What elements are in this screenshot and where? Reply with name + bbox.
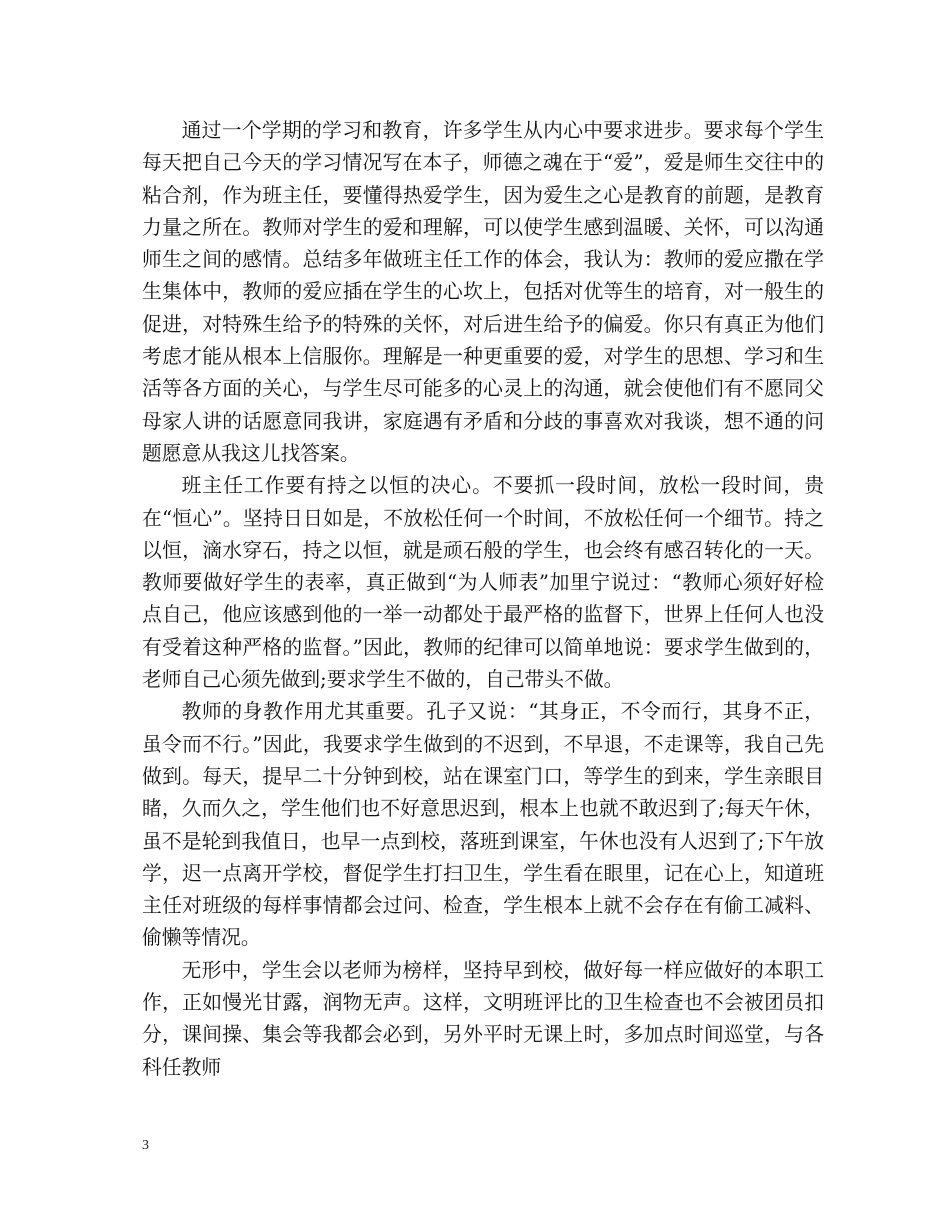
paragraph-1: 通过一个学期的学习和教育，许多学生从内心中要求进步。要求每个学生每天把自己今天的学习情况写在本子，师德之魂在于“爱”，爱是师生交往中的粘合剂，作为班主任，要懂得热爱学生，因为爱生之心是教育的前题，是教育力量之所在。教师对学生的爱和理解，可以使学生感到温暖、关怀，可以沟通师生之间的感情。总结多年做班主任工作的体会，我认为：教师的爱应撒在学生集体中，教师的爱应插在学生的心坎上，包括对优等生的培育，对一般生的促进，对特殊生给予的特殊的关怀，对后进生给予的偏爱。你只有真正为他们考虑才能从根本上信服你。理解是一种更重要的爱，对学生的思想、学习和生活等各方面的关心，与学生尽可能多的心灵上的沟通，就会使他们有不愿同父母家人讲的话愿意同我讲，家庭遇有矛盾和分歧的事喜欢对我谈，想不通的问题愿意从我这儿找答案。 <box>142 119 824 465</box>
paragraph-3: 教师的身教作用尤其重要。孔子又说：“其身正，不令而行，其身不正，虽令而不行。”因此，我要求学生做到的不迟到，不早退，不走课等，我自己先做到。每天，提早二十分钟到校，站在课室门口，等学生的到来，学生亲眼目睹，久而久之，学生他们也不好意思迟到，根本上也就不敢迟到了;每天午休，虽不是轮到我值日，也早一点到校，落班到课室，午休也没有人迟到了;下午放学，迟一点离开学校，督促学生打扫卫生，学生看在眼里，记在心上，知道班主任对班级的每样事情都会过问、检查，学生根本上就不会存在有偷工减料、偷懒等情况。 <box>142 700 824 950</box>
document-body <box>142 115 824 1084</box>
paragraph-2: 班主任工作要有持之以恒的决心。不要抓一段时间，放松一段时间，贵在“恒心”。坚持日日如是，不放松任何一个时间，不放松任何一个细节。持之以恒，滴水穿石，持之以恒，就是顽石般的学生，也会终有感召转化的一天。教师要做好学生的表率，真正做到“为人师表”加里宁说过：“教师心须好好检点自己，他应该感到他的一举一动都处于最严格的监督下，世界上任何人也没有受着这种严格的监督。”因此，教师的纪律可以简单地说：要求学生做到的，老师自己心须先做到;要求学生不做的，自己带头不做。 <box>142 474 824 692</box>
page-number: 3 <box>142 1138 149 1153</box>
paragraph-4: 无形中，学生会以老师为榜样，坚持早到校，做好每一样应做好的本职工作，正如慢光甘露，润物无声。这样，文明班评比的卫生检查也不会被团员扣分，课间操、集会等我都会必到，另外平时无课上时，多加点时间巡堂，与各科任教师 <box>142 958 824 1079</box>
